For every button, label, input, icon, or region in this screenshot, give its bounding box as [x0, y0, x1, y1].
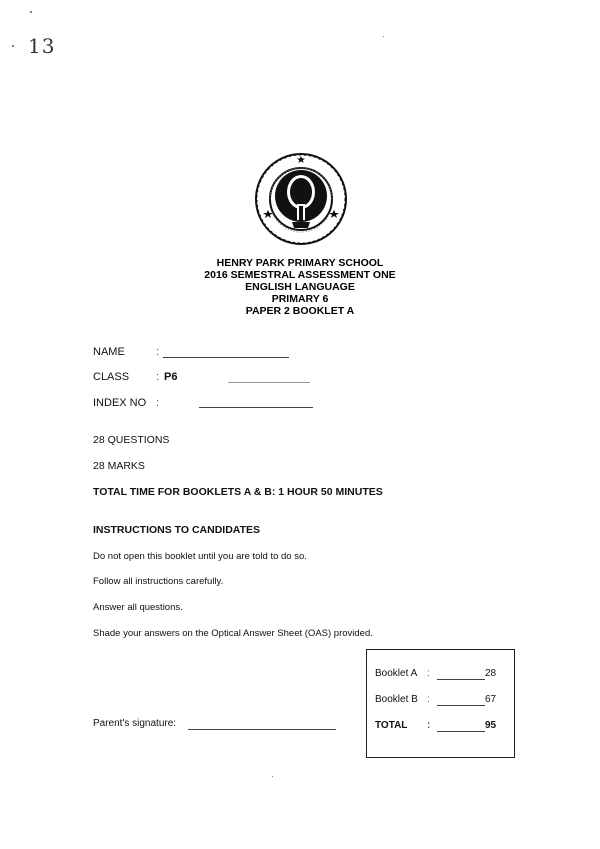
marks-count: 28 MARKS	[93, 460, 145, 472]
marks-row-total: 28	[485, 668, 497, 679]
scan-speck	[30, 11, 32, 13]
index-label: INDEX NO	[93, 397, 147, 409]
marks-row-total: 95	[485, 720, 497, 731]
marks-row-score-line[interactable]	[437, 731, 485, 732]
signature-label: Parent's signature:	[93, 718, 177, 729]
handwritten-page-number: 13	[28, 34, 56, 58]
subject-title: ENGLISH LANGUAGE	[245, 281, 355, 293]
level-title: PRIMARY 6	[271, 293, 329, 305]
school-crest-logo	[254, 152, 348, 246]
assessment-title: 2016 SEMESTRAL ASSESSMENT ONE	[204, 269, 396, 281]
scan-speck	[272, 776, 273, 777]
signature-line[interactable]	[188, 729, 336, 730]
marks-row-label: Booklet B	[375, 694, 418, 705]
index-colon: :	[156, 397, 160, 409]
instruction-item: Answer all questions.	[93, 602, 183, 613]
instruction-item: Do not open this booklet until you are told to do so.	[93, 551, 307, 562]
marks-row-score-line[interactable]	[437, 705, 485, 706]
class-label: CLASS	[93, 371, 130, 383]
instructions-heading: INSTRUCTIONS TO CANDIDATES	[93, 524, 261, 536]
class-value: P6	[164, 371, 178, 383]
marks-row-score-line[interactable]	[437, 679, 485, 680]
marks-row-label: Booklet A	[375, 668, 418, 679]
scan-speck	[383, 36, 384, 37]
name-label: NAME	[93, 346, 125, 358]
marks-row-colon: :	[427, 694, 430, 705]
marks-row-label: TOTAL	[375, 720, 408, 731]
marks-row-total: 67	[485, 694, 497, 705]
marks-box	[366, 649, 515, 758]
class-field-line[interactable]	[228, 382, 310, 383]
class-colon: :	[156, 371, 160, 383]
instruction-item: Shade your answers on the Optical Answer Sheet (OAS) provided.	[93, 628, 373, 639]
total-time: TOTAL TIME FOR BOOKLETS A & B: 1 HOUR 50 MINUTES	[93, 486, 383, 498]
instruction-item: Follow all instructions carefully.	[93, 576, 224, 587]
name-field-line[interactable]	[163, 357, 289, 358]
name-colon: :	[156, 346, 160, 358]
school-name: HENRY PARK PRIMARY SCHOOL	[216, 257, 384, 269]
marks-row-colon: :	[427, 720, 431, 731]
questions-count: 28 QUESTIONS	[93, 434, 170, 446]
scan-speck	[12, 45, 14, 47]
document-header	[150, 257, 450, 317]
paper-title: PAPER 2 BOOKLET A	[245, 305, 355, 317]
index-field-line[interactable]	[199, 407, 313, 408]
marks-row-colon: :	[427, 668, 430, 679]
